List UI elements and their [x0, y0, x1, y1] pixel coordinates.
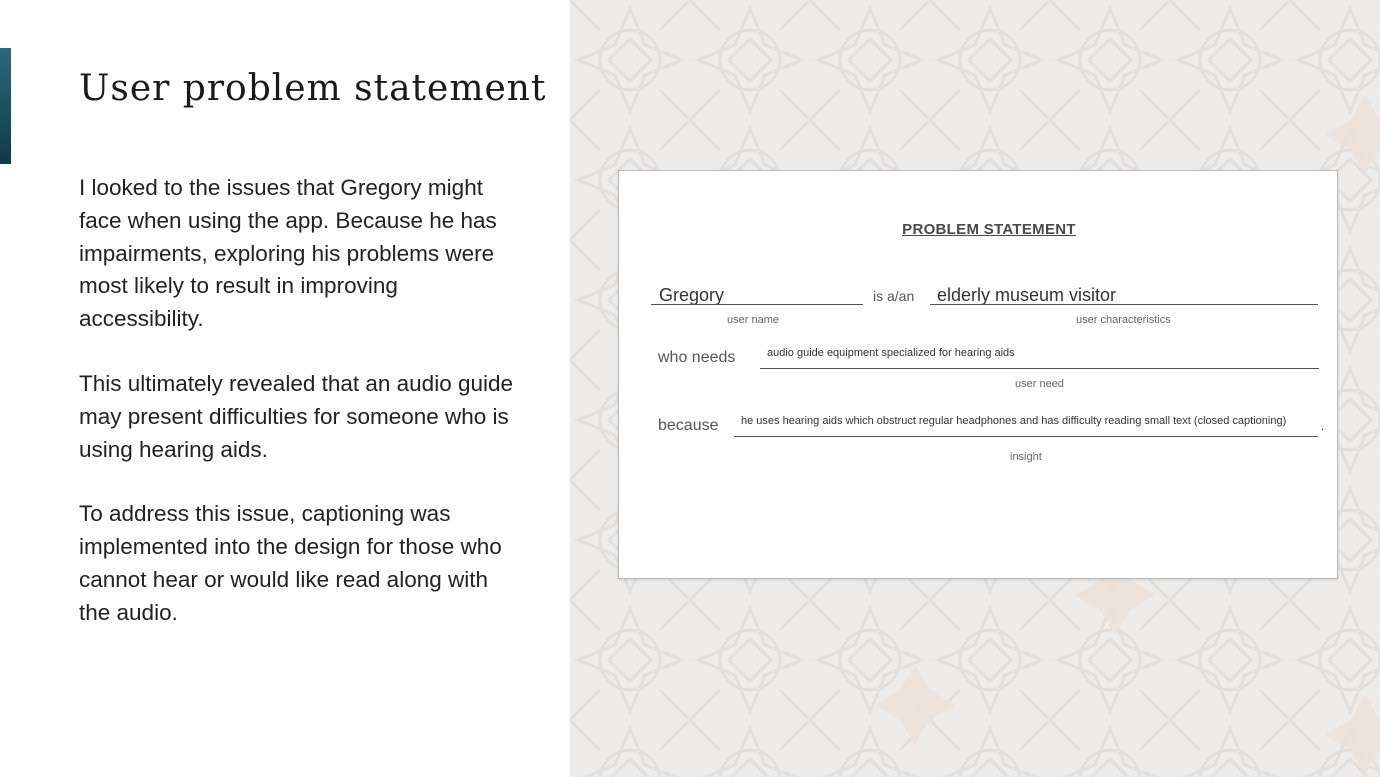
problem-statement-heading: PROBLEM STATEMENT [902, 221, 1076, 238]
because-label: because [658, 417, 719, 434]
user-characteristics-value: elderly museum visitor [937, 285, 1117, 305]
user-name-caption: user name [727, 314, 779, 326]
who-needs-label: who needs [658, 349, 736, 366]
insight-value: he uses hearing aids which obstruct regular headphones and has difficulty reading small text (closed captioning) [741, 415, 1287, 427]
paragraph-2: This ultimately revealed that an audio guide may present difficulties for someone who is using hearing aids. [79, 370, 514, 462]
problem-statement-card [618, 170, 1338, 579]
accent-bar [0, 48, 11, 164]
paragraph-3: To address this issue, captioning was implemented into the design for those who cannot hear or would like read along with the audio. [79, 501, 502, 625]
insight-caption: insight [1010, 451, 1042, 463]
user-characteristics-line [930, 304, 1318, 305]
body-text [79, 172, 519, 662]
user-need-caption: user need [1015, 378, 1064, 390]
user-name-line [651, 304, 863, 305]
user-name-value: Gregory [659, 285, 725, 305]
user-characteristics-caption: user characteristics [1076, 314, 1171, 326]
slide-title: User problem statement [79, 68, 547, 109]
user-need-value: audio guide equipment specialized for hearing aids [767, 347, 1015, 359]
insight-period: . [1321, 421, 1325, 433]
paragraph-1: I looked to the issues that Gregory might face when using the app. Because he has impairments, exploring his problems were most likely to result in improving accessibility. [79, 175, 497, 332]
user-need-line [760, 368, 1319, 369]
insight-line [734, 436, 1318, 437]
is-a-an-label: is a/an [873, 288, 915, 304]
